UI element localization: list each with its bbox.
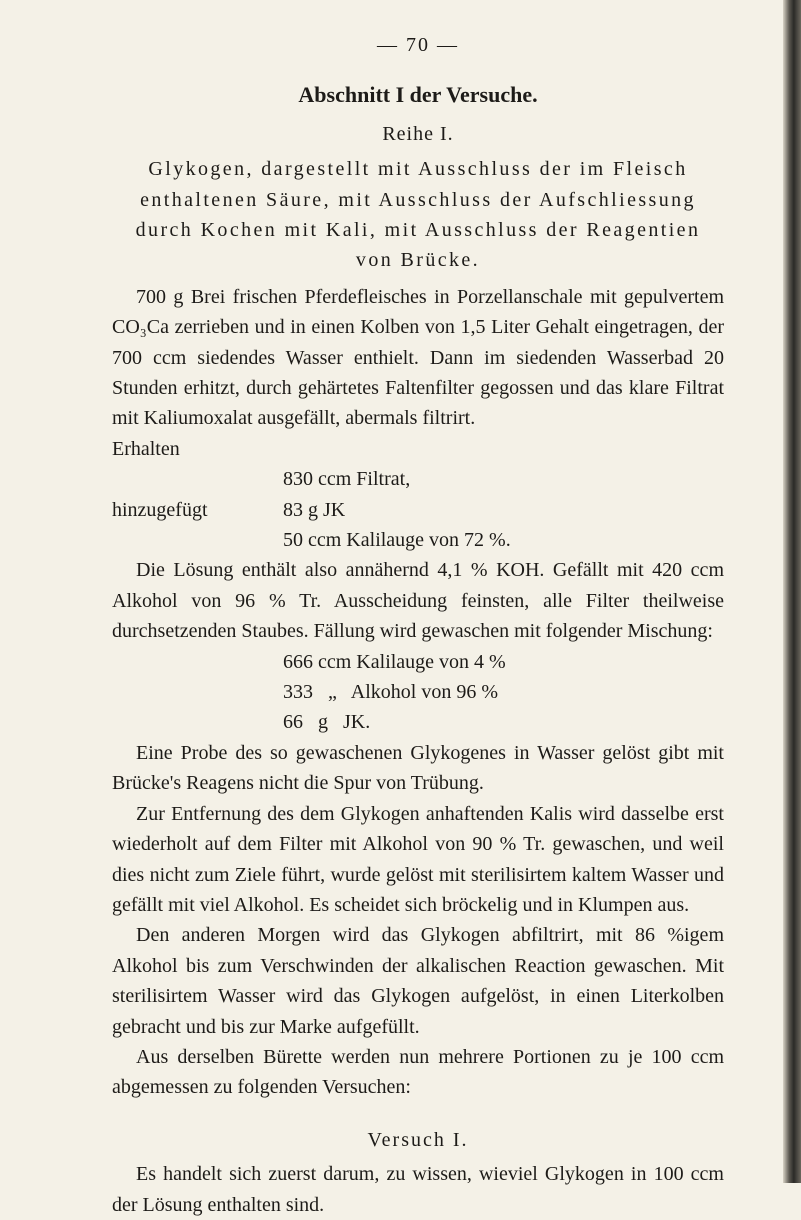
title-line-1: Glykogen, dargestellt mit Ausschluss der im Fleisch	[148, 158, 688, 181]
title-line-4: von Brücke.	[355, 249, 481, 272]
section-heading: Abschnitt I der Versuche.	[298, 82, 538, 108]
title-line-2: enthaltenen Säure, mit Ausschluss der Aufschliessung	[140, 188, 696, 211]
mixture-line-3: 66 g JK.	[283, 711, 371, 734]
amount-kalilauge: 50 ccm Kalilauge von 72 %.	[283, 529, 511, 552]
paragraph-preparation: 700 g Brei frischen Pferdefleisches in Porzellanschale mit gepulvertem CO₃Ca zerrieben und in einen Kolben von 1,5 Liter Gehalt eingetragen, der 700 ccm siedendes Wasser enthielt. Dann im siedenden Wasserbad 20 Stunden erhitzt, durch gehärtetes Faltenfilter gegossen und das klare Filtrat mit Kaliumoxalat ausgefällt, abermals filtrirt.	[112, 285, 724, 430]
paragraph-probe: Eine Probe des so gewaschenen Glykogenes in Wasser gelöst gibt mit Brücke's Reagens nicht die Spur von Trübung.	[112, 741, 724, 795]
amount-row-jk	[112, 495, 724, 525]
mixture-line-2: 333 „ Alkohol von 96 %	[283, 681, 498, 704]
paragraph-morgen: Den anderen Morgen wird das Glykogen abfiltrirt, mit 86 %igem Alkohol bis zum Verschwinden der alkalischen Reaction gewaschen. Mit sterilisirtem Wasser wird das Glykogen aufgelöst, in einen Literkolben gebracht und bis zur Marke aufgefüllt.	[112, 924, 724, 1038]
book-page	[112, 30, 724, 1220]
centered-title	[112, 154, 724, 276]
paragraph-entfernung: Zur Entfernung des dem Glykogen anhaftenden Kalis wird dasselbe erst wiederholt auf dem Filter mit Alkohol von 90 % Tr. gewaschen, und weil dies nicht zum Ziele führt, wurde gelöst mit sterilisirtem kaltem Wasser und gefällt mit viel Alkohol. Es scheidet sich bröckelig und in Klumpen aus.	[112, 802, 724, 916]
page-number: — 70 —	[377, 34, 459, 56]
paragraph-buerette: Aus derselben Bürette werden nun mehrere Portionen zu je 100 ccm abgemessen zu folgenden Versuchen:	[112, 1045, 724, 1099]
mixture-line-1: 666 ccm Kalilauge von 4 %	[283, 650, 506, 673]
amount-filtrat: 830 ccm Filtrat,	[283, 468, 411, 491]
erhalten-label: Erhalten	[112, 437, 180, 460]
paragraph-versuch: Es handelt sich zuerst darum, zu wissen, wieviel Glykogen in 100 ccm der Lösung enthalten sind.	[112, 1163, 724, 1216]
hinzugefuegt-label: hinzugefügt	[112, 498, 208, 521]
versuch-heading: Versuch I.	[367, 1128, 469, 1151]
amount-jk: 83 g JK	[283, 498, 346, 521]
scan-edge-shadow	[783, 0, 801, 1183]
title-line-3: durch Kochen mit Kali, mit Ausschluss der Reagentien	[135, 219, 701, 242]
amount-row-filtrat	[112, 464, 724, 494]
series-heading: Reihe I.	[382, 122, 454, 145]
amount-row-kalilauge	[112, 525, 724, 555]
paragraph-solution: Die Lösung enthält also annähernd 4,1 % KOH. Gefällt mit 420 ccm Alkohol von 96 % Tr. Ausscheidung feinsten, alle Filter theilweise durchsetzenden Staubes. Fällung wird gewaschen mit folgender Mischung:	[112, 559, 724, 643]
